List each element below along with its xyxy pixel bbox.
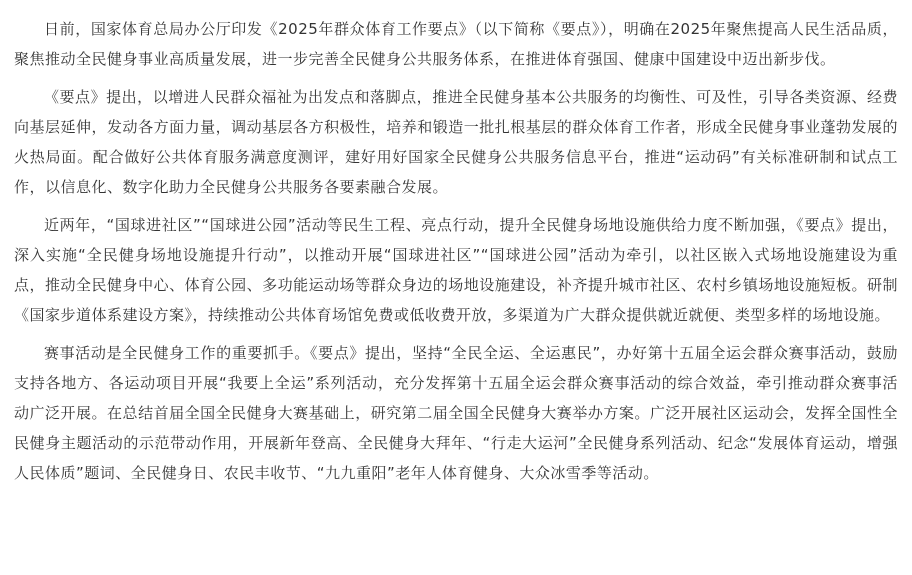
article-paragraph-2: 《要点》提出，以增进人民群众福祉为出发点和落脚点，推进全民健身基本公共服务的均衡性、可及性，引导各类资源、经费向基层延伸，发动各方面力量，调动基层各方积极性，培养和锻造一批扎根基层的群众体育工作者，形成全民健身事业蓬勃发展的火热局面。配合做好公共体育服务满意度测评，建好用好国家全民健身公共服务信息平台，推进“运动码”有关标准研制和试点工作，以信息化、数字化助力全民健身公共服务各要素融合发展。: [14, 88, 898, 196]
article-paragraph-3: 近两年，“国球进社区”“国球进公园”活动等民生工程、亮点行动，提升全民健身场地设施供给力度不断加强，《要点》提出，深入实施“全民健身场地设施提升行动”，以推动开展“国球进社区”“国球进公园”活动为牵引，以社区嵌入式场地设施建设为重点，推动全民健身中心、体育公园、多功能运动场等群众身边的场地设施建设，补齐提升城市社区、农村乡镇场地设施短板。研制《国家步道体系建设方案》，持续推动公共体育场馆免费或低收费开放，多渠道为广大群众提供就近就便、类型多样的场地设施。: [14, 216, 898, 324]
article-paragraph-1: 日前，国家体育总局办公厅印发《2025年群众体育工作要点》（以下简称《要点》），明确在2025年聚焦提高人民生活品质，聚焦推动全民健身事业高质量发展，进一步完善全民健身公共服务体系，在推进体育强国、健康中国建设中迈出新步伐。: [14, 20, 898, 68]
article-paragraph-4: 赛事活动是全民健身工作的重要抓手。《要点》提出，坚持“全民全运、全运惠民”，办好第十五届全运会群众赛事活动，鼓励支持各地方、各运动项目开展“我要上全运”系列活动，充分发挥第十五届全运会群众赛事活动的综合效益，牵引推动群众赛事活动广泛开展。在总结首届全国全民健身大赛基础上，研究第二届全国全民健身大赛举办方案。广泛开展社区运动会，发挥全国性全民健身主题活动的示范带动作用，开展新年登高、全民健身大拜年、“行走大运河”全民健身系列活动、纪念“发展体育运动，增强人民体质”题词、全民健身日、农民丰收节、“九九重阳”老年人体育健身、大众冰雪季等活动。: [14, 344, 898, 482]
